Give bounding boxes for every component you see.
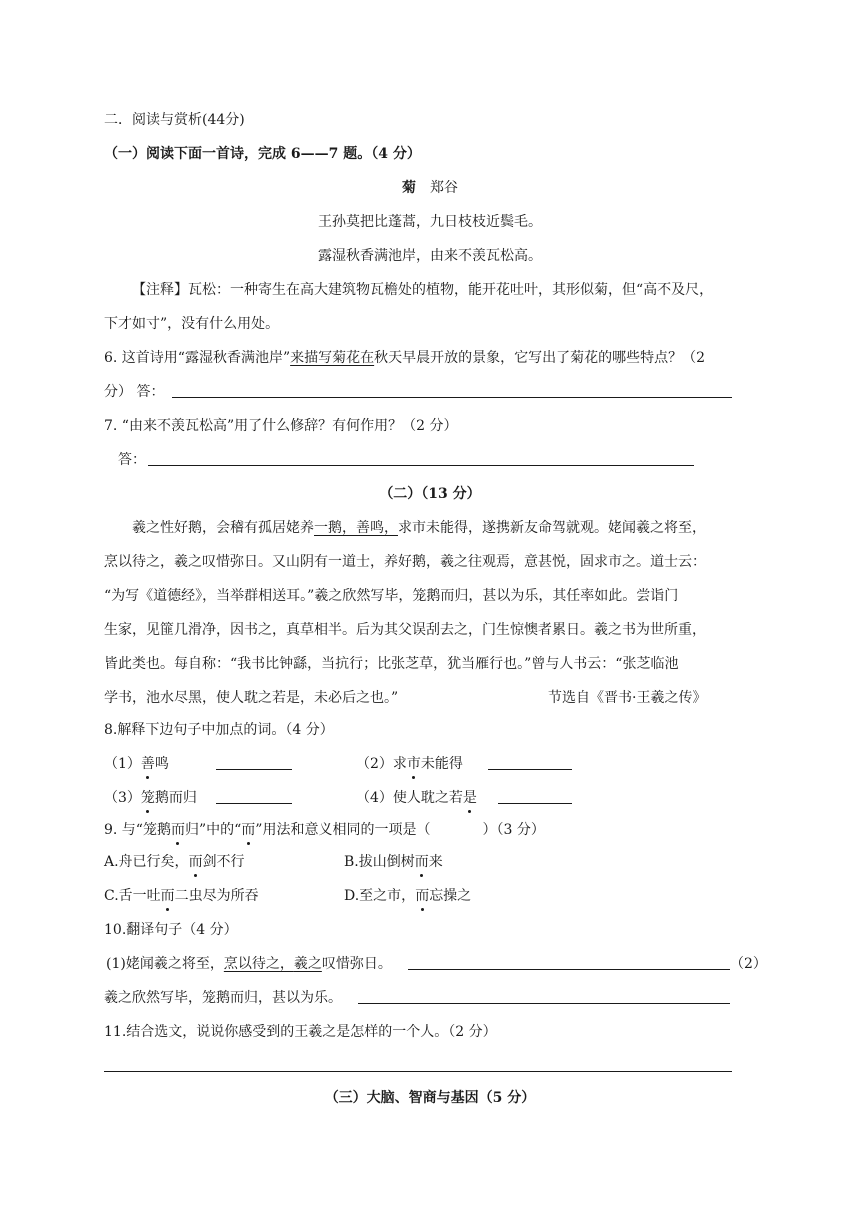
q8-3-blank[interactable]: [216, 803, 292, 804]
note-line-1: 【注释】瓦松：一种寄生在高大建筑物瓦檐处的植物，能开花吐叶，其形似菊，但“高不及尺，: [132, 282, 714, 298]
q11-answer-blank[interactable]: [104, 1071, 732, 1072]
passage-line-2: 烹以待之，羲之叹惜弥日。又山阴有一道士，养好鹅，羲之往观焉，意甚悦，固求市之。道士云：: [104, 554, 706, 570]
q6-answer-blank[interactable]: [172, 397, 732, 398]
q8-4-blank[interactable]: [498, 803, 572, 804]
option-d: [344, 886, 471, 906]
question-11: 11.结合选文，说说你感受到的王羲之是怎样的一个人。（2 分）: [104, 1024, 497, 1040]
q10-text: (1)姥闻羲之将至，: [106, 956, 224, 972]
q10-underlined: 烹以待之，: [223, 956, 294, 972]
q9-text: ”用法和意义相同的一项是（: [255, 822, 431, 838]
passage-line-4: 生家，见篚几滑净，因书之，真草相半。后为其父误刮去之，门生惊懊者累日。羲之书为世所重，: [104, 622, 706, 638]
option-text: 剑不行: [202, 854, 245, 870]
dotted-word: 而: [415, 888, 430, 904]
q10-1-blank[interactable]: [408, 969, 730, 970]
option-text: A.舟已行矣，: [104, 854, 189, 870]
passage-line-5: 皆此类也。每自称：“我书比钟繇，当抗行；比张芝草，犹当雁行也。”曾与人书云：“张芝临池: [104, 656, 679, 672]
option-text: B.拔山倒树: [344, 854, 415, 870]
passage-line-1: [132, 518, 706, 538]
q10-underlined: 羲之: [293, 956, 322, 972]
poem-line-1: 王孙莫把比蓬蒿，九日枝枝近鬓毛。: [318, 214, 542, 230]
dotted-word: 而: [188, 854, 203, 870]
q6-underlined: 来描写菊花在: [290, 350, 375, 366]
q7-answer-blank[interactable]: [148, 465, 694, 466]
q8-item-num: （4）使人耽之若: [356, 790, 463, 806]
option-text: C.舌一吐: [104, 888, 161, 904]
dotted-word: 而: [414, 854, 429, 870]
q8-item-num: （2）求: [356, 756, 407, 772]
q8-1-blank[interactable]: [216, 769, 292, 770]
dotted-word: 而: [170, 822, 185, 838]
option-b: [344, 852, 443, 872]
dotted-word: 而: [160, 888, 175, 904]
q9-text: 9. 与“笼鹅: [104, 822, 171, 838]
option-c: [104, 886, 259, 906]
dotted-word: 市: [406, 756, 421, 772]
section-title: 二．阅读与赏析(44分): [104, 112, 245, 128]
q9-text: ）（3 分）: [482, 822, 545, 838]
q8-item-text: 鹅而归: [154, 790, 197, 806]
dotted-word: 善: [140, 756, 155, 772]
question-7: 7. “由来不羡瓦松高”用了什么修辞？有何作用？（2 分）: [104, 418, 458, 434]
q6-text-a: 6. 这首诗用“露湿秋香满池岸”: [104, 350, 291, 366]
q7-answer-label: 答：: [118, 452, 146, 468]
poem-title-line: [104, 178, 756, 198]
q8-item-text: 鸣: [154, 756, 169, 772]
q8-item-3: [104, 788, 197, 808]
dotted-word: 是: [462, 790, 477, 806]
q8-item-2: [356, 754, 463, 774]
passage-text: 求市未能得，遂携新友命驾就观。姥闻羲之将至，: [398, 520, 706, 536]
question-6-answer-line: [104, 382, 164, 402]
question-10: 10.翻译句子（4 分）: [104, 922, 238, 938]
question-9: [104, 820, 545, 840]
q10-sentence-2: 羲之欣然写毕，笼鹅而归，甚以为乐。: [104, 990, 342, 1006]
poem-author: 郑谷: [430, 180, 458, 196]
q8-2-blank[interactable]: [488, 769, 572, 770]
note-line-2: 下才如寸”，没有什么用处。: [104, 316, 280, 332]
q8-item-text: 未能得: [420, 756, 463, 772]
dotted-word: 而: [241, 822, 256, 838]
q10-sentence-1: [106, 954, 392, 974]
q8-item-num: （3）: [104, 790, 141, 806]
q8-item-4: [356, 788, 477, 808]
poem-title: 菊: [402, 180, 416, 196]
part2-heading: （二）（13 分）: [379, 486, 481, 502]
passage-underlined: 一鹅，善鸣，: [314, 520, 398, 536]
option-a: [104, 852, 245, 872]
option-text: 来: [428, 854, 443, 870]
option-text: 二虫尽为所吞: [174, 888, 259, 904]
q8-item-num: （1）: [104, 756, 141, 772]
q8-item-1: [104, 754, 169, 774]
question-8: 8.解释下边句子中加点的词。（4 分）: [104, 722, 334, 738]
question-6: [104, 348, 705, 368]
q6-text-b: 秋天早晨开放的景象，它写出了菊花的哪些特点？（2: [374, 350, 706, 366]
passage-source: 节选自《晋书·王羲之传》: [548, 690, 707, 706]
part1-heading: （一）阅读下面一首诗，完成 6——7 题。（4 分）: [104, 146, 421, 162]
dotted-word: 笼: [140, 790, 155, 806]
option-text: 忘操之: [429, 888, 472, 904]
q10-text: 叹惜弥日。: [321, 956, 392, 972]
passage-line-3: “为写《道德经》，当举群相送耳。”羲之欣然写毕，笼鹅而归，甚以为乐，其任率如此。尝诣门: [104, 588, 679, 604]
q10-2-number: （2）: [730, 956, 767, 972]
q9-text: 归”中的“: [184, 822, 242, 838]
poem-line-2: 露湿秋香满池岸，由来不羡瓦松高。: [318, 248, 542, 264]
option-text: D.至之市，: [344, 888, 416, 904]
passage-line-6: 学书，池水尽黑，使人耽之若是，未必后之也。”: [104, 690, 399, 706]
q6-answer-label: 分） 答：: [104, 384, 165, 400]
part3-heading: （三）大脑、智商与基因（5 分）: [324, 1090, 536, 1106]
passage-text: 羲之性好鹅，会稽有孤居姥养: [132, 520, 314, 536]
q10-2-blank[interactable]: [358, 1003, 730, 1004]
